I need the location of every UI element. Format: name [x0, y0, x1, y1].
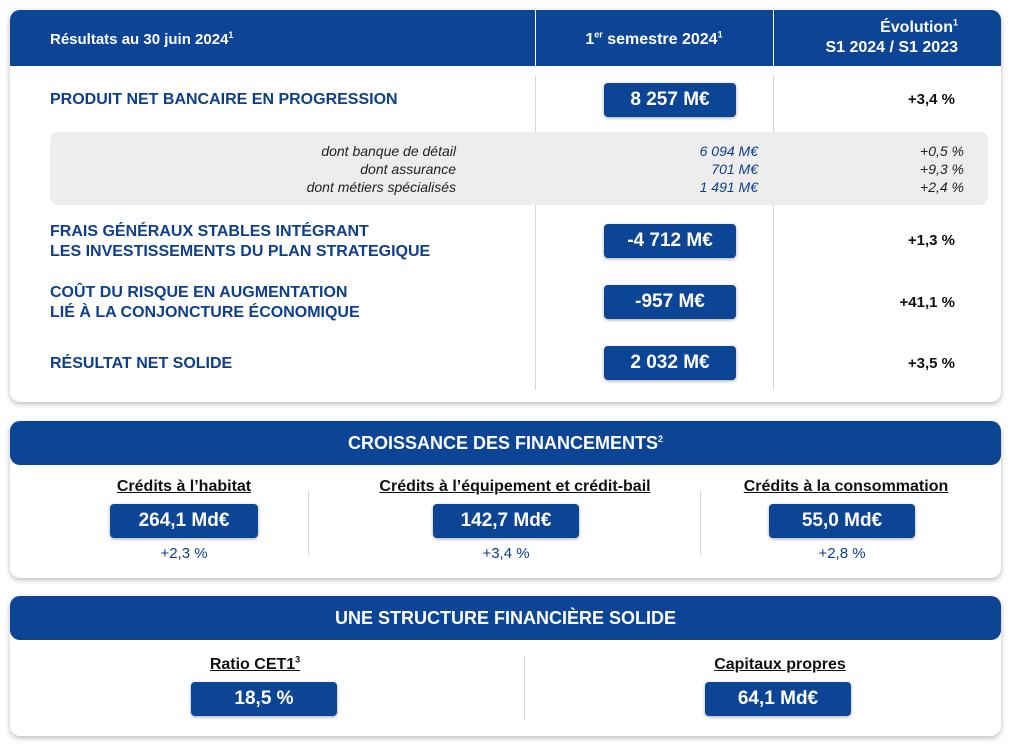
breakdown-evolution: +9,3 %	[920, 161, 964, 177]
kpi-label-capitaux-propres: Capitaux propres	[714, 656, 846, 673]
value-pill-frais-generaux: -4 712 M€	[604, 224, 736, 258]
breakdown-value: 1 491 M€	[699, 179, 758, 195]
kpi-evolution-habitat: +2,3 %	[160, 545, 208, 562]
kpi-value-consommation: 55,0 Md€	[769, 504, 915, 538]
kpi-value-capitaux-propres: 64,1 Md€	[705, 682, 851, 716]
kpi-label-habitat: Crédits à l’habitat	[116, 478, 252, 495]
header-semester: 1er semestre 2024$^1$	[585, 29, 723, 48]
structure-title: UNE STRUCTURE FINANCIÈRE SOLIDE	[10, 596, 1001, 640]
kpi-evolution-equipement: +3,4 %	[482, 545, 530, 562]
kpi-divider	[700, 491, 701, 555]
structure-panel	[10, 596, 1001, 736]
pnb-breakdown	[50, 132, 988, 205]
kpi-evolution-consommation: +2,8 %	[818, 545, 866, 562]
value-pill-cout-du-risque: -957 M€	[604, 285, 736, 319]
results-header	[10, 10, 1001, 66]
kpi-label-equipement: Crédits à l’équipement et crédit-bail	[379, 478, 651, 495]
row-label-resultat-net: RÉSULTAT NET SOLIDE	[50, 355, 233, 372]
kpi-label-consommation: Crédits à la consommation	[743, 478, 949, 495]
breakdown-label: dont banque de détail	[321, 143, 456, 159]
breakdown-label: dont métiers spécialisés	[306, 179, 456, 195]
kpi-divider	[308, 491, 309, 555]
breakdown-label: dont assurance	[360, 161, 456, 177]
evolution-frais-generaux: +1,3 %	[907, 232, 955, 249]
breakdown-evolution: +0,5 %	[920, 143, 964, 159]
row-label-frais-generaux: FRAIS GÉNÉRAUX STABLES INTÉGRANT LES INVESTISSEMENTS DU PLAN STRATEGIQUE	[50, 223, 431, 260]
kpi-label-cet1: Ratio $CET1^3$	[209, 654, 301, 673]
evolution-pnb: +3,4 %	[907, 91, 955, 108]
row-label-pnb: PRODUIT NET BANCAIRE EN PROGRESSION	[50, 91, 398, 108]
breakdown-value: 6 094 M€	[699, 143, 758, 159]
kpi-value-habitat: 264,1 Md€	[110, 504, 258, 538]
header-results-date: Résultats au 30 juin 2024$^1$	[50, 30, 234, 48]
evolution-resultat-net: +3,5 %	[907, 355, 955, 372]
evolution-cout-du-risque: +41,1 %	[899, 294, 955, 311]
column-divider	[773, 76, 774, 390]
breakdown-evolution: +2,4 %	[920, 179, 964, 195]
value-pill-resultat-net: 2 032 M€	[604, 346, 736, 380]
row-label-cout-du-risque: COÛT DU RISQUE EN AUGMENTATION LIÉ À LA CONJONCTURE ÉCONOMIQUE	[50, 284, 360, 321]
results-panel	[10, 10, 1001, 402]
column-divider	[535, 76, 536, 390]
financing-panel	[10, 421, 1001, 578]
kpi-divider	[524, 656, 525, 720]
kpi-value-equipement: 142,7 Md€	[433, 504, 579, 538]
value-pill-pnb: 8 257 M€	[604, 83, 736, 117]
breakdown-value: 701 M€	[711, 161, 758, 177]
financing-title: CROISSANCE DES FINANCEMENTS$^2$	[10, 421, 1001, 465]
header-evolution: Évolution$^1$ S1 2024 / S1 2023	[825, 17, 958, 56]
kpi-value-cet1: 18,5 %	[191, 682, 337, 716]
